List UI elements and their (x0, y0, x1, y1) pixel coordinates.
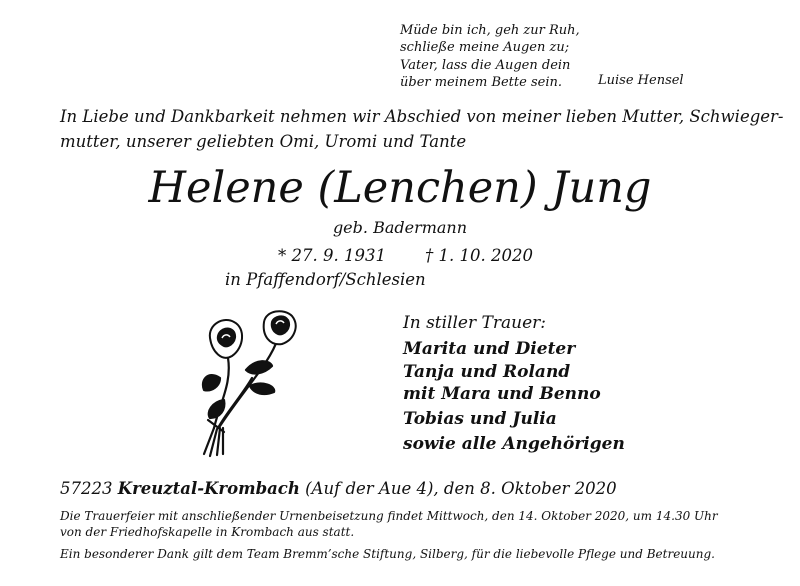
mourner-name: Marita und Dieter (403, 339, 576, 359)
death-date: † 1. 10. 2020 (425, 246, 533, 265)
mourners-title: In stiller Trauer: (403, 313, 546, 333)
address-and-date: (Auf der Aue 4), den 8. Oktober 2020 (305, 479, 617, 498)
poem (400, 22, 580, 92)
birthplace: in Pfaffendorf/Schlesien (225, 270, 426, 289)
poem-line: schließe meine Augen zu; (400, 40, 570, 56)
mourner-name: sowie alle Angehörigen (403, 434, 625, 454)
poem-line: Vater, lass die Augen dein (400, 57, 571, 73)
birth-date: * 27. 9. 1931 (278, 246, 386, 265)
rose-bouquet-icon (190, 308, 305, 458)
mourner-name: Tanja und Roland (403, 362, 571, 382)
mourner-name: Tobias und Julia (403, 409, 557, 429)
place-and-date (60, 479, 617, 498)
poem-author: Luise Hensel (598, 73, 684, 88)
mourner-name: mit Mara und Benno (403, 384, 601, 404)
poem-line: Müde bin ich, geh zur Ruh, (400, 23, 580, 38)
intro-text-line: mutter, unserer geliebten Omi, Uromi und Tante (60, 132, 467, 151)
birth-name: geb. Badermann (332, 218, 468, 237)
poem-line: über meinem Bette sein. (400, 75, 562, 91)
intro-text-line: In Liebe und Dankbarkeit nehmen wir Abschied von meiner lieben Mutter, Schwieger- (60, 107, 784, 126)
town: Kreuztal-Krombach (117, 479, 300, 498)
funeral-info-line: Die Trauerfeier mit anschließender Urnenbeisetzung findet Mittwoch, den 14. Oktober 2020, um 14.30 Uhr (60, 509, 718, 523)
deceased-name: Helene (Lenchen) Jung (148, 163, 652, 213)
thanks-line: Ein besonderer Dank gilt dem Team Bremm’sche Stiftung, Silberg, für die liebevolle Pflege und Betreuung. (60, 547, 715, 561)
funeral-info-line: von der Friedhofskapelle in Krombach aus statt. (60, 525, 355, 539)
zip-code: 57223 (60, 479, 113, 498)
